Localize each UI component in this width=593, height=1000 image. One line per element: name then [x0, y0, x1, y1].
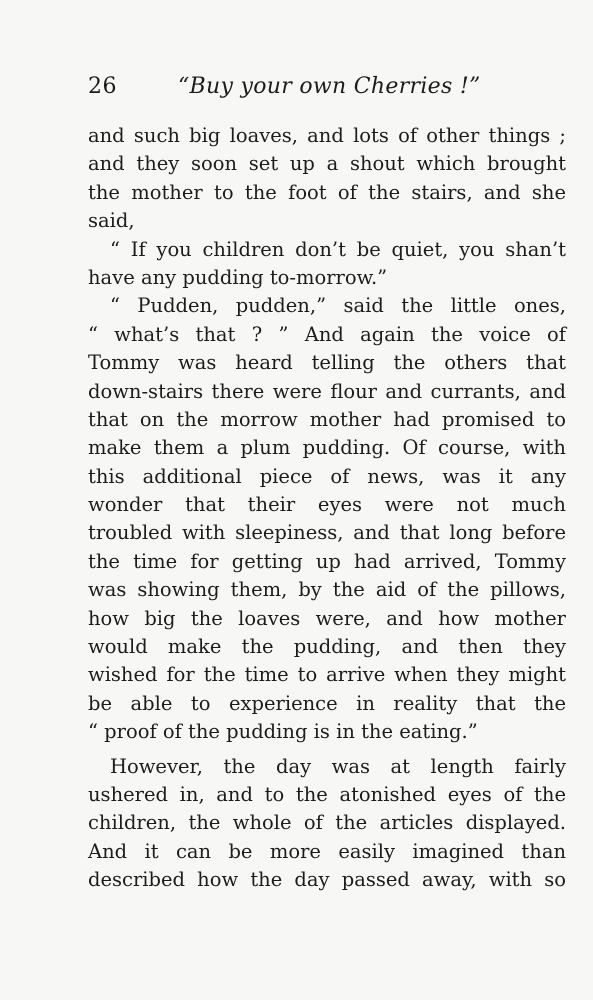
text-line: make them a plum pudding. Of course, with	[88, 436, 566, 460]
text-line: was showing them, by the aid of the pillows,	[88, 578, 566, 602]
body-text	[88, 122, 566, 895]
text-line: and such big loaves, and lots of other things ;	[88, 124, 566, 147]
running-head	[88, 74, 568, 108]
page-number: 26	[88, 74, 117, 99]
text-line: “ proof of the pudding is in the eating.”	[88, 720, 478, 744]
text-line: have any pudding to-morrow.”	[88, 265, 388, 289]
text-line: said,	[88, 209, 135, 233]
text-line: be able to experience in reality that the	[88, 691, 566, 715]
text-line: the time for getting up had arrived, Tommy	[88, 549, 566, 573]
running-title: “Buy your own Cherries !”	[178, 74, 481, 99]
text-line: would make the pudding, and then they	[88, 635, 566, 659]
text-line: “ what’s that ? ” And again the voice of	[88, 322, 566, 346]
text-line: ushered in, and to the atonished eyes of the	[88, 782, 566, 806]
text-line: how big the loaves were, and how mother	[88, 606, 566, 630]
text-line: wished for the time to arrive when they might	[88, 663, 566, 687]
text-line: However, the day was at length fairly	[110, 754, 566, 778]
text-line: “ Pudden, pudden,” said the little ones,	[110, 294, 566, 318]
text-line: down-stairs there were flour and currants, and	[88, 379, 566, 403]
text-line: this additional piece of news, was it any	[88, 464, 566, 488]
text-line: “ If you children don’t be quiet, you shan’t	[110, 237, 566, 261]
text-line: described how the day passed away, with so	[88, 868, 566, 892]
text-line: And it can be more easily imagined than	[88, 839, 566, 863]
text-line: the mother to the foot of the stairs, and she	[88, 180, 566, 204]
text-line: and they soon set up a shout which brought	[88, 152, 566, 176]
text-line: wonder that their eyes were not much	[88, 493, 566, 517]
text-line: troubled with sleepiness, and that long before	[88, 521, 566, 545]
text-line: Tommy was heard telling the others that	[88, 351, 566, 375]
text-line: children, the whole of the articles displayed.	[88, 811, 566, 835]
text-line: that on the morrow mother had promised to	[88, 407, 566, 431]
